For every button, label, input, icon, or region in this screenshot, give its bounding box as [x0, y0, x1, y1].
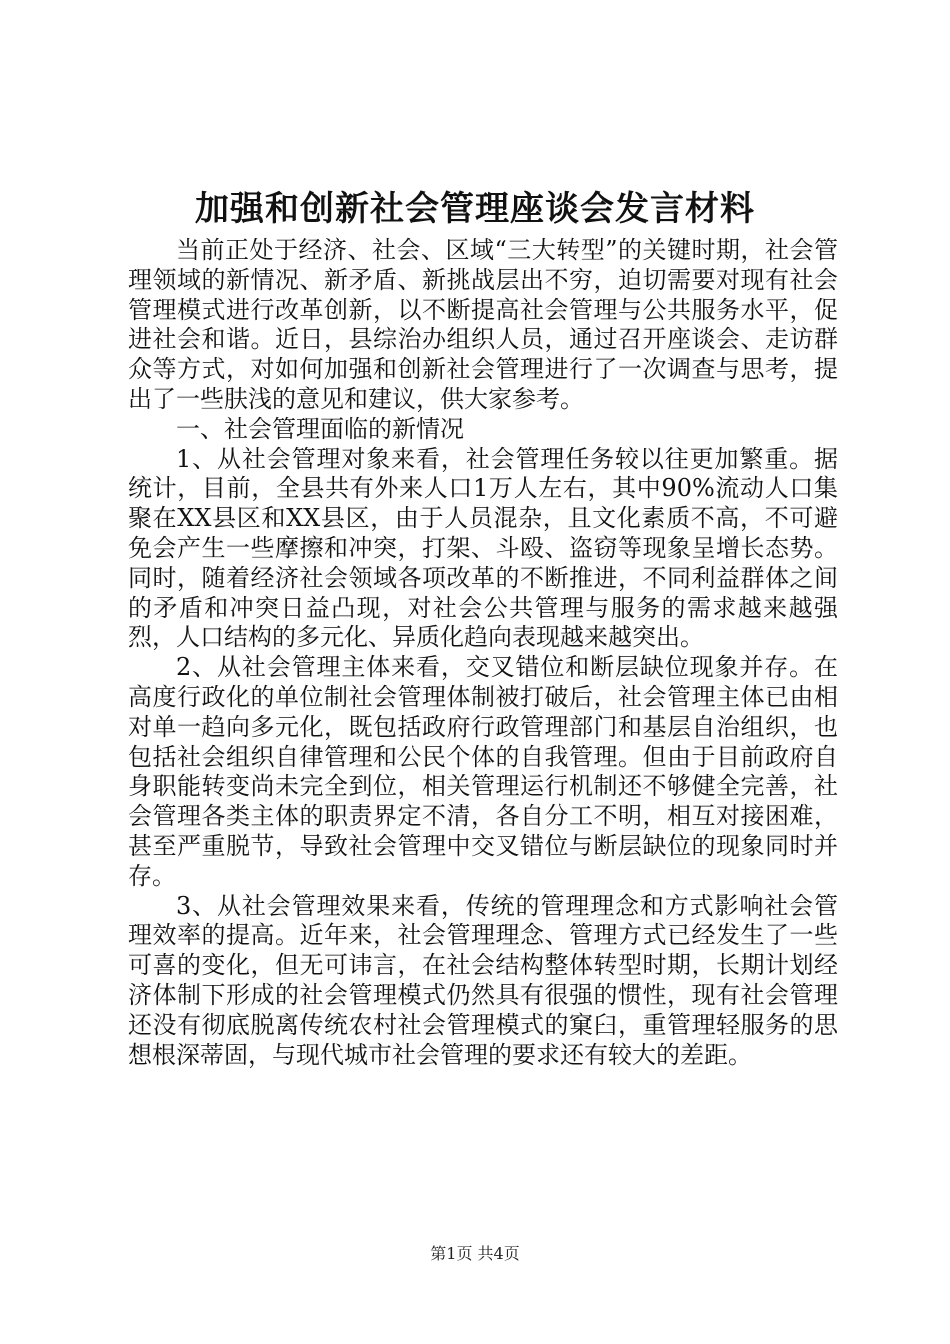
paragraph-point-2: 2、从社会管理主体来看，交叉错位和断层缺位现象并存。在高度行政化的单位制社会管理体制被打破后，社会管理主体已由相对单一趋向多元化，既包括政府行政管理部门和基层自治组织，也包括社会组织自律管理和公民个体的自我管理。但由于目前政府自身职能转变尚未完全到位，相关管理运行机制还不够健全完善，社会管理各类主体的职责界定不清，各自分工不明，相互对接困难，甚至严重脱节，导致社会管理中交叉错位与断层缺位的现象同时并存。: [128, 653, 838, 890]
document-title: 加强和创新社会管理座谈会发言材料: [195, 189, 755, 229]
intro-paragraph: 当前正处于经济、社会、区域“三大转型”的关键时期，社会管理领域的新情况、新矛盾、新挑战层出不穷，迫切需要对现有社会管理模式进行改革创新，以不断提高社会管理与公共服务水平，促进社会和谐。近日，县综治办组织人员，通过召开座谈会、走访群众等方式，对如何加强和创新社会管理进行了一次调查与思考，提出了一些肤浅的意见和建议，供大家参考。: [128, 236, 838, 413]
paragraph-point-3: 3、从社会管理效果来看，传统的管理理念和方式影响社会管理效率的提高。近年来，社会管理理念、管理方式已经发生了一些可喜的变化，但无可讳言，在社会结构整体转型时期，长期计划经济体制下形成的社会管理模式仍然具有很强的惯性，现有社会管理还没有彻底脱离传统农村社会管理模式的窠臼，重管理轻服务的思想根深蒂固，与现代城市社会管理的要求还有较大的差距。: [128, 891, 838, 1069]
document-body: [128, 236, 838, 1070]
section-heading: 一、社会管理面临的新情况: [176, 414, 464, 443]
paragraph-point-1: 1、从社会管理对象来看，社会管理任务较以往更加繁重。据统计，目前，全县共有外来人口1万人左右，其中90%流动人口集聚在XX县区和XX县区，由于人员混杂，且文化素质不高，不可避免会产生一些摩擦和冲突，打架、斗殴、盗窃等现象呈增长态势。同时，随着经济社会领域各项改革的不断推进，不同利益群体之间的矛盾和冲突日益凸现，对社会公共管理与服务的需求越来越强烈，人口结构的多元化、异质化趋向表现越来越突出。: [128, 444, 838, 652]
page-footer: 第1页 共4页: [430, 1244, 520, 1263]
